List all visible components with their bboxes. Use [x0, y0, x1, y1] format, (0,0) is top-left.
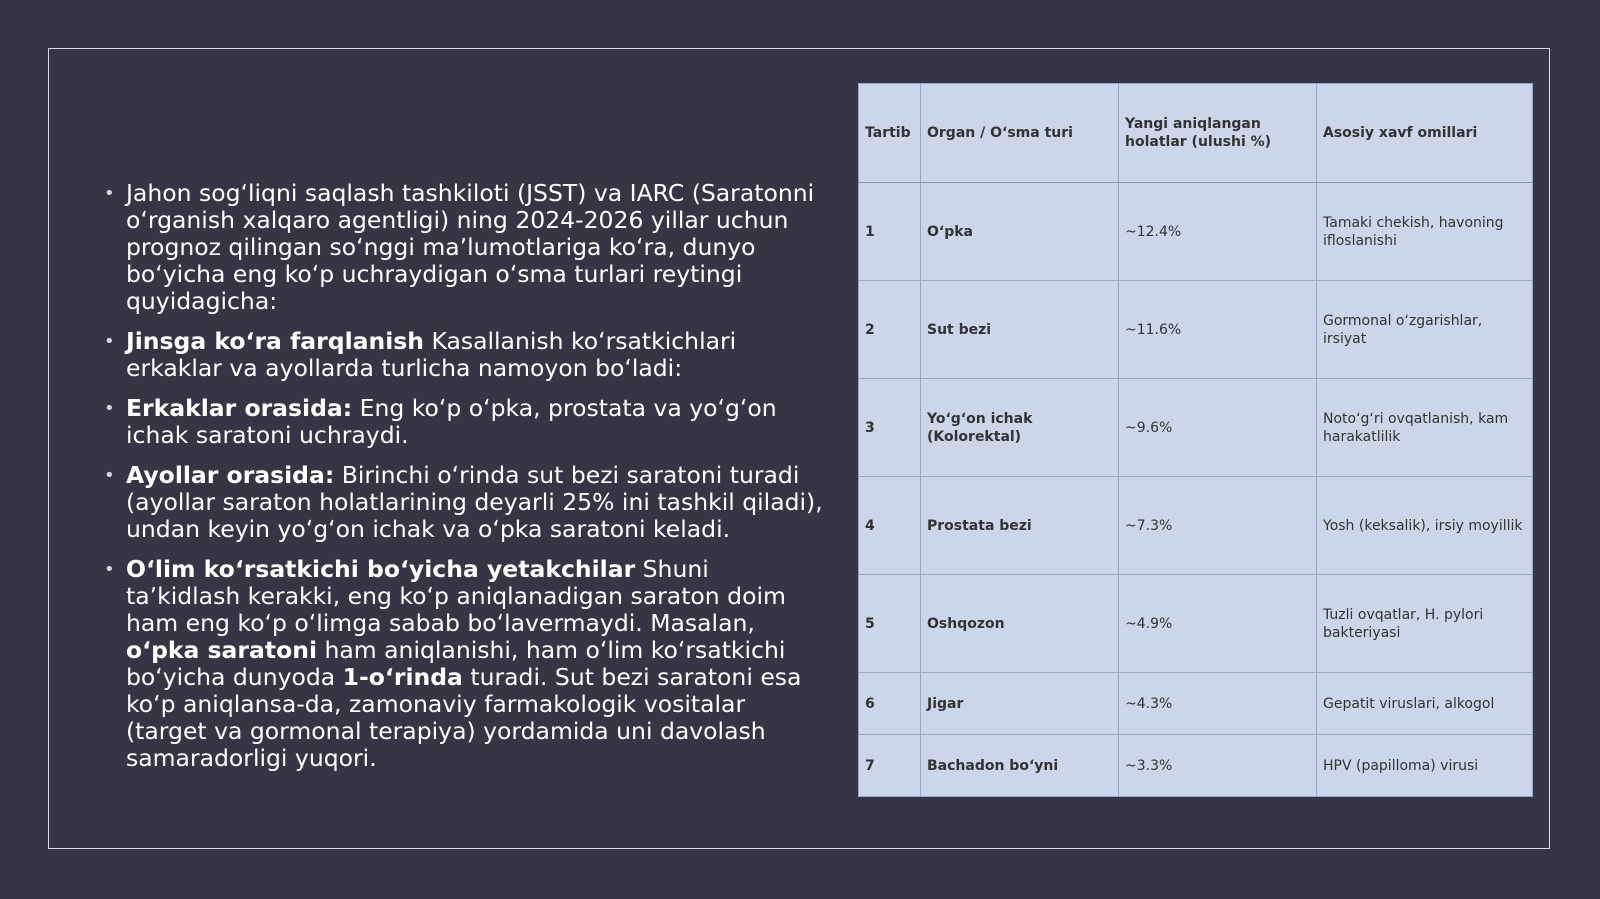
- bullet-text: Kasallanish koʻrsatkichlari erkaklar va ayollarda turlicha namoyon boʻladi:: [126, 327, 737, 382]
- table-row: [859, 673, 1533, 735]
- bullet-dot-icon: •: [104, 398, 115, 419]
- cell-share: ~4.3%: [1119, 673, 1317, 735]
- header-organ: Organ / Oʻsma turi: [921, 84, 1119, 183]
- cell-organ: Yoʻgʻon ichak (Kolorektal): [921, 379, 1119, 477]
- cell-risk: Notoʻgʻri ovqatlanish, kam harakatlilik: [1317, 379, 1533, 477]
- cell-risk: Tamaki chekish, havoning ifloslanishi: [1317, 183, 1533, 281]
- cell-risk: Tuzli ovqatlar, H. pylori bakteriyasi: [1317, 575, 1533, 673]
- cell-share: ~7.3%: [1119, 477, 1317, 575]
- bullet-bold-text: Oʻlim koʻrsatkichi boʻyicha yetakchilar: [126, 555, 636, 583]
- bullet-text: Jahon sogʻliqni saqlash tashkiloti (JSST) va IARC (Saratonni oʻrganish xalqaro agentligi) ning 2024-2026 yillar uchun prognoz qilingan soʻnggi maʼlumotlariga koʻra, dunyo boʻyicha eng koʻp uchraydigan oʻsma turlari reytingi quyidagicha:: [126, 179, 815, 315]
- header-rank: Tartib: [859, 84, 921, 183]
- cell-rank: 2: [859, 281, 921, 379]
- cell-risk: HPV (papilloma) virusi: [1317, 735, 1533, 797]
- bullet-item: [104, 556, 824, 772]
- bullet-bold-text: 1-oʻrinda: [342, 663, 463, 691]
- table-row: [859, 575, 1533, 673]
- bullet-bold-text: Ayollar orasida:: [126, 461, 335, 489]
- cell-share: ~9.6%: [1119, 379, 1317, 477]
- bullet-text: ham aniqlanishi, ham oʻlim koʻrsatkichi boʻyicha dunyoda: [126, 636, 786, 691]
- table-row: [859, 379, 1533, 477]
- cell-rank: 6: [859, 673, 921, 735]
- table-row: [859, 477, 1533, 575]
- cell-organ: Bachadon boʻyni: [921, 735, 1119, 797]
- cell-share: ~12.4%: [1119, 183, 1317, 281]
- cancer-ranking-table: [858, 83, 1533, 797]
- cell-organ: Oʻpka: [921, 183, 1119, 281]
- bullet-dot-icon: •: [104, 331, 115, 352]
- table-row: [859, 183, 1533, 281]
- bullet-bold-text: Jinsga koʻra farqlanish: [126, 327, 424, 355]
- bullet-dot-icon: •: [104, 465, 115, 486]
- cell-risk: Gepatit viruslari, alkogol: [1317, 673, 1533, 735]
- cell-organ: Jigar: [921, 673, 1119, 735]
- bullet-text: turadi. Sut bezi saratoni esa koʻp aniqlansa-da, zamonaviy farmakologik vositalar (target va gormonal terapiya) yordamida uni davolash samaradorligi yuqori.: [126, 663, 802, 772]
- table-row: [859, 281, 1533, 379]
- header-risk-factors: Asosiy xavf omillari: [1317, 84, 1533, 183]
- cell-share: ~4.9%: [1119, 575, 1317, 673]
- bullet-text: Shuni taʼkidlash kerakki, eng koʻp aniqlanadigan saraton doim ham eng koʻp oʻlimga sabab boʻlavermaydi. Masalan,: [126, 555, 786, 637]
- bullet-bold-text: Erkaklar orasida:: [126, 394, 353, 422]
- table-header-row: [859, 84, 1533, 183]
- bullet-item: [104, 395, 824, 449]
- bullet-item: [104, 180, 824, 315]
- cell-organ: Sut bezi: [921, 281, 1119, 379]
- header-new-cases: Yangi aniqlangan holatlar (ulushi %): [1119, 84, 1317, 183]
- cell-organ: Prostata bezi: [921, 477, 1119, 575]
- cell-risk: Gormonal oʻzgarishlar, irsiyat: [1317, 281, 1533, 379]
- bullet-bold-text: oʻpka saratoni: [126, 636, 318, 664]
- bullet-list: [104, 180, 824, 785]
- bullet-item: [104, 328, 824, 382]
- cell-rank: 5: [859, 575, 921, 673]
- cell-risk: Yosh (keksalik), irsiy moyillik: [1317, 477, 1533, 575]
- cell-rank: 7: [859, 735, 921, 797]
- cell-share: ~3.3%: [1119, 735, 1317, 797]
- cell-organ: Oshqozon: [921, 575, 1119, 673]
- table-row: [859, 735, 1533, 797]
- bullet-text: Birinchi oʻrinda sut bezi saratoni turadi (ayollar saraton holatlarining deyarli 25% ini tashkil qiladi), undan keyin yoʻgʻon ichak va oʻpka saratoni keladi.: [126, 461, 823, 543]
- cell-rank: 4: [859, 477, 921, 575]
- cell-share: ~11.6%: [1119, 281, 1317, 379]
- bullet-text: Eng koʻp oʻpka, prostata va yoʻgʻon ichak saratoni uchraydi.: [126, 394, 777, 449]
- bullet-dot-icon: •: [104, 559, 115, 580]
- bullet-item: [104, 462, 824, 543]
- bullet-dot-icon: •: [104, 183, 115, 204]
- cell-rank: 3: [859, 379, 921, 477]
- cell-rank: 1: [859, 183, 921, 281]
